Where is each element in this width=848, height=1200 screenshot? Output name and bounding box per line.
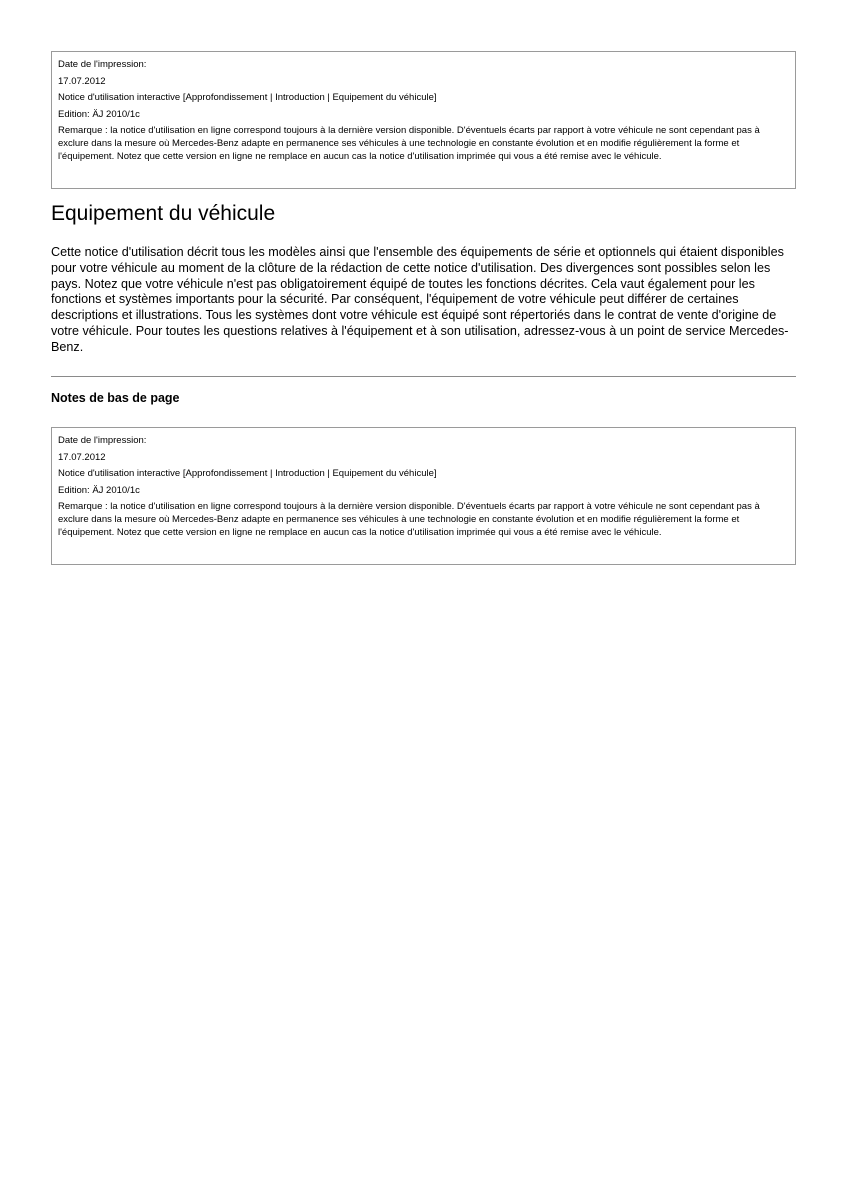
page-title: Equipement du véhicule bbox=[51, 202, 276, 225]
print-info-box-footer bbox=[51, 427, 796, 565]
print-date-label: Date de l'impression: bbox=[58, 59, 147, 70]
section-divider bbox=[51, 376, 796, 377]
breadcrumb: Notice d'utilisation interactive [Approfondissement | Introduction | Equipement du véhicule] bbox=[58, 92, 437, 104]
print-info-box-header bbox=[51, 51, 796, 189]
breadcrumb: Notice d'utilisation interactive [Approfondissement | Introduction | Equipement du véhicule] bbox=[58, 468, 437, 480]
print-date-label: Date de l'impression: bbox=[58, 435, 147, 446]
remark-text: Remarque : la notice d'utilisation en ligne correspond toujours à la dernière version disponible. D'éventuels écarts par rapport à votre véhicule ne sont cependant pas à exclure dans la mesure où Mercedes-Benz adapte en permanence ses véhicules à une technologie en constante évolution et en modifie régulièrement la forme et l'équipement. Notez que cette version en ligne ne remplace en aucun cas la notice d'utilisation imprimée qui vous a été remise avec le véhicule. bbox=[58, 501, 760, 539]
print-date: 17.07.2012 bbox=[58, 75, 106, 87]
body-paragraph: Cette notice d'utilisation décrit tous les modèles ainsi que l'ensemble des équipements de série et optionnels qui étaient disponibles pour votre véhicule au moment de la clôture de la rédaction de cette notice d'utilisation. Des divergences sont possibles selon les pays. Notez que votre véhicule n'est pas obligatoirement équipé de toutes les fonctions décrites. Cela vaut également pour les fonctions et systèmes importants pour la sécurité. Par conséquent, l'équipement de votre véhicule peut différer de certaines descriptions et illustrations. Tous les systèmes dont votre véhicule est équipé sont répertoriés dans le contrat de vente d'origine de votre véhicule. Pour toutes les questions relatives à l'équipement et à son utilisation, adressez-vous à un point de service Mercedes-Benz. bbox=[51, 245, 789, 354]
print-date: 17.07.2012 bbox=[58, 451, 106, 463]
remark-text: Remarque : la notice d'utilisation en ligne correspond toujours à la dernière version disponible. D'éventuels écarts par rapport à votre véhicule ne sont cependant pas à exclure dans la mesure où Mercedes-Benz adapte en permanence ses véhicules à une technologie en constante évolution et en modifie régulièrement la forme et l'équipement. Notez que cette version en ligne ne remplace en aucun cas la notice d'utilisation imprimée qui vous a été remise avec le véhicule. bbox=[58, 125, 760, 163]
edition: Edition: ÄJ 2010/1c bbox=[58, 484, 140, 496]
footnotes-heading: Notes de bas de page bbox=[51, 391, 180, 405]
edition: Edition: ÄJ 2010/1c bbox=[58, 108, 140, 120]
